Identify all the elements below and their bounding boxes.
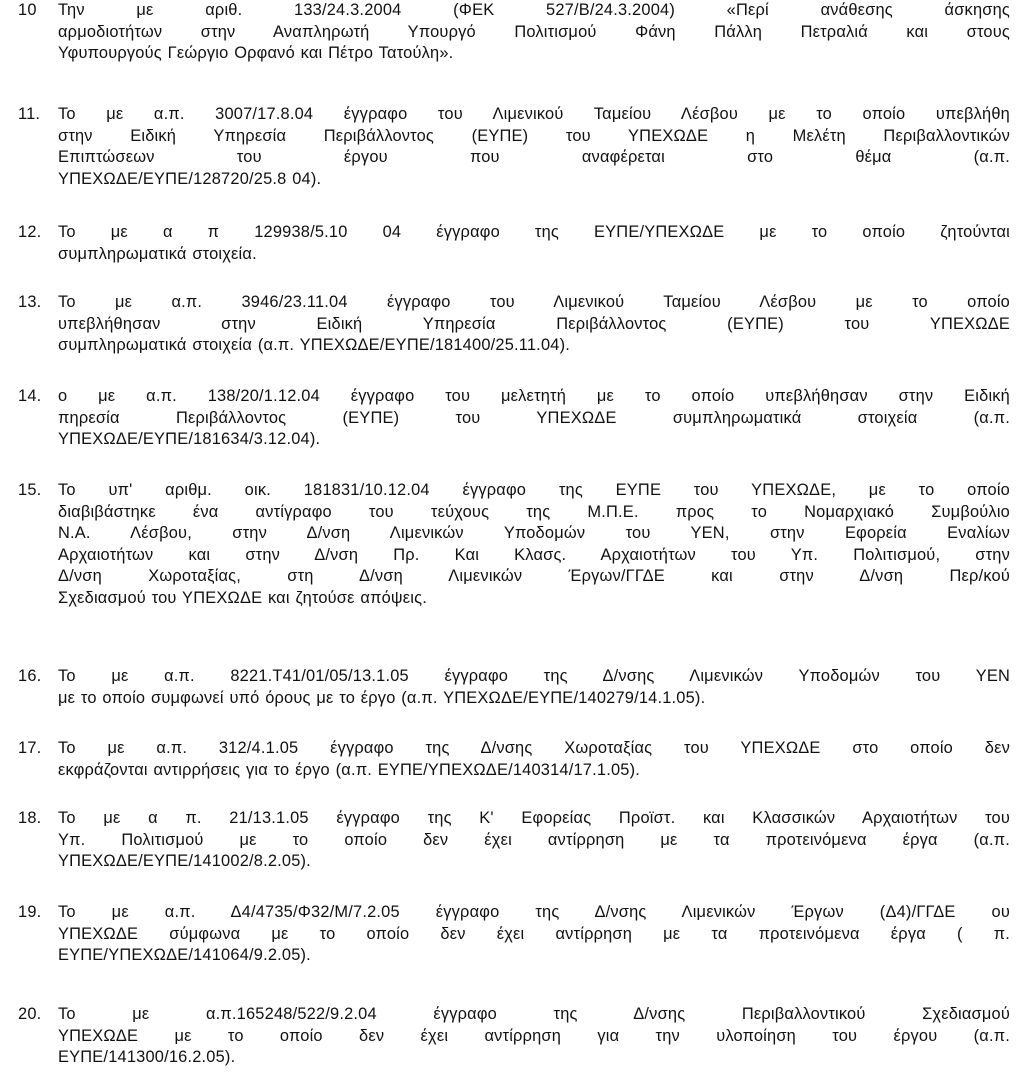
item-text [58,222,1010,265]
item-number: 14. [18,387,42,405]
item-text [58,292,1010,357]
item-line: ΥΠΕΧΩΔΕ/ΕΥΠΕ/141002/8.2.05). [58,852,311,870]
item-line: Σχεδιασμού του ΥΠΕΧΩΔΕ και ζητούσε απόψεις. [58,588,427,607]
item-number: 16. [18,667,42,685]
item-text [58,666,1010,709]
item-number: 10 [18,1,37,19]
item-line: ΥΠΕΧΩΔΕ σύμφωνα με το οποίο δεν έχει αντίρρηση με τα προτεινόμενα έργα ( π. [58,924,1010,943]
item-text [58,104,1010,190]
item-line: Δ/νση Χωροταξίας, στη Δ/νση Λιμενικών Έργων/ΓΓΔΕ και στην Δ/νση Περ/κού [58,567,1010,585]
item-line: Το με α.π. 312/4.1.05 έγγραφο της Δ/νσης Χωροταξίας του ΥΠΕΧΩΔΕ στο οποίο δεν [58,739,1010,757]
item-line: Το με α.π. Δ4/4735/Φ32/Μ/7.2.05 έγγραφο της Δ/νσης Λιμενικών Έργων (Δ4)/ΓΓΔΕ ου [58,903,1010,921]
item-line: Το με α.π. 3946/23.11.04 έγγραφο του Λιμενικού Ταμείου Λέσβου με το οποίο [58,293,1010,311]
item-line: με το οποίο συμφωνεί υπό όρους με το έργο (α.π. ΥΠΕΧΩΔΕ/ΕΥΠΕ/140279/14.1.05). [58,688,706,707]
list-item-20 [18,1004,1010,1069]
item-number: 20. [18,1005,42,1023]
list-item-16 [18,666,1010,709]
list-item-14 [18,386,1010,451]
item-number: 15. [18,481,42,499]
item-number: 17. [18,739,42,757]
list-item-18 [18,808,1010,873]
list-item-13 [18,292,1010,357]
item-text [58,902,1010,967]
item-line: Υφυπουργούς Γεώργιο Ορφανό και Πέτρο Τατούλη». [58,44,454,62]
item-number: 13. [18,293,42,311]
item-line: ο με α.π. 138/20/1.12.04 έγγραφο του μελετητή με το οποίο υπεβλήθησαν στην Ειδική [58,387,1010,405]
item-line: διαβιβάστηκε ένα αντίγραφο του τεύχους της Μ.Π.Ε. προς το Νομαρχιακό Συμβούλιο [58,502,1010,521]
item-line: ΥΠΕΧΩΔΕ/ΕΥΠΕ/181634/3.12.04). [58,430,321,448]
item-line: ΥΠΕΧΩΔΕ με το οποίο δεν έχει αντίρρηση για την υλοποίηση του έργου (α.π. [58,1026,1010,1045]
item-line: στην Ειδική Υπηρεσία Περιβάλλοντος (ΕΥΠΕ) του ΥΠΕΧΩΔΕ η Μελέτη Περιβαλλοντικών [58,126,1010,145]
item-number: 18. [18,809,42,827]
item-line: Επιπτώσεων του έργου που αναφέρεται στο θέμα (α.π. [58,148,1010,166]
item-line: συμπληρωματικά στοιχεία. [58,244,257,263]
item-number: 12. [18,223,42,241]
list-item-15 [18,480,1010,609]
item-line: πηρεσία Περιβάλλοντος (ΕΥΠΕ) του ΥΠΕΧΩΔΕ συμπληρωματικά στοιχεία (α.π. [58,408,1010,427]
item-line: υπεβλήθησαν στην Ειδική Υπηρεσία Περιβάλλοντος (ΕΥΠΕ) του ΥΠΕΧΩΔΕ [58,314,1010,333]
item-line: Υπ. Πολιτισμού με το οποίο δεν έχει αντίρρηση με τα προτεινόμενα έργα (α.π. [58,830,1010,849]
item-line: συμπληρωματικά στοιχεία (α.π. ΥΠΕΧΩΔΕ/ΕΥΠΕ/181400/25.11.04). [58,336,570,354]
item-line: Το με α π 129938/5.10 04 έγγραφο της ΕΥΠΕ/ΥΠΕΧΩΔΕ με το οποίο ζητούνται [58,223,1010,241]
list-item-11 [18,104,1010,190]
item-line: Το με α π. 21/13.1.05 έγγραφο της Κ' Εφορείας Προϊστ. και Κλασσικών Αρχαιοτήτων του [58,809,1010,827]
list-item-12 [18,222,1010,265]
item-line: ΕΥΠΕ/ΥΠΕΧΩΔΕ/141064/9.2.05). [58,946,311,964]
item-line: εκφράζονται αντιρρήσεις για το έργο (α.π. ΕΥΠΕ/ΥΠΕΧΩΔΕ/140314/17.1.05). [58,760,640,779]
item-line: Το υπ' αριθμ. οικ. 181831/10.12.04 έγγραφο της ΕΥΠΕ του ΥΠΕΧΩΔΕ, με το οποίο [58,481,1010,499]
item-line: Την με αριθ. 133/24.3.2004 (ΦΕΚ 527/Β/24.3.2004) «Περί ανάθεσης άσκησης [58,1,1010,19]
item-line: Ν.Α. Λέσβου, στην Δ/νση Λιμενικών Υποδομών του ΥΕΝ, στην Εφορεία Εναλίων [58,524,1010,542]
item-line: ΥΠΕΧΩΔΕ/ΕΥΠΕ/128720/25.8 04). [58,169,322,188]
item-number: 11. [18,105,41,123]
item-line: Το με α.π. 3007/17.8.04 έγγραφο του Λιμενικού Ταμείου Λέσβου με το οποίο υπεβλήθη [58,105,1010,123]
item-text [58,0,1010,65]
list-item-10 [18,0,1010,65]
list-item-17 [18,738,1010,781]
item-text [58,738,1010,781]
item-text [58,386,1010,451]
item-text [58,480,1010,609]
item-line: ΕΥΠΕ/141300/16.2.05). [58,1048,236,1066]
item-number: 19. [18,903,42,921]
list-item-19 [18,902,1010,967]
item-line: αρμοδιοτήτων στην Αναπληρωτή Υπουργό Πολιτισμού Φάνη Πάλλη Πετραλιά και στους [58,22,1010,41]
item-line: Αρχαιοτήτων και στην Δ/νση Πρ. Και Κλασς. Αρχαιοτήτων του Υπ. Πολιτισμού, στην [58,545,1010,564]
item-line: Το με α.π. 8221.Τ41/01/05/13.1.05 έγγραφο της Δ/νσης Λιμενικών Υποδομών του ΥΕΝ [58,667,1010,685]
item-line: Το με α.π.165248/522/9.2.04 έγγραφο της Δ/νσης Περιβαλλοντικού Σχεδιασμού [58,1005,1010,1023]
item-text [58,1004,1010,1069]
item-text [58,808,1010,873]
